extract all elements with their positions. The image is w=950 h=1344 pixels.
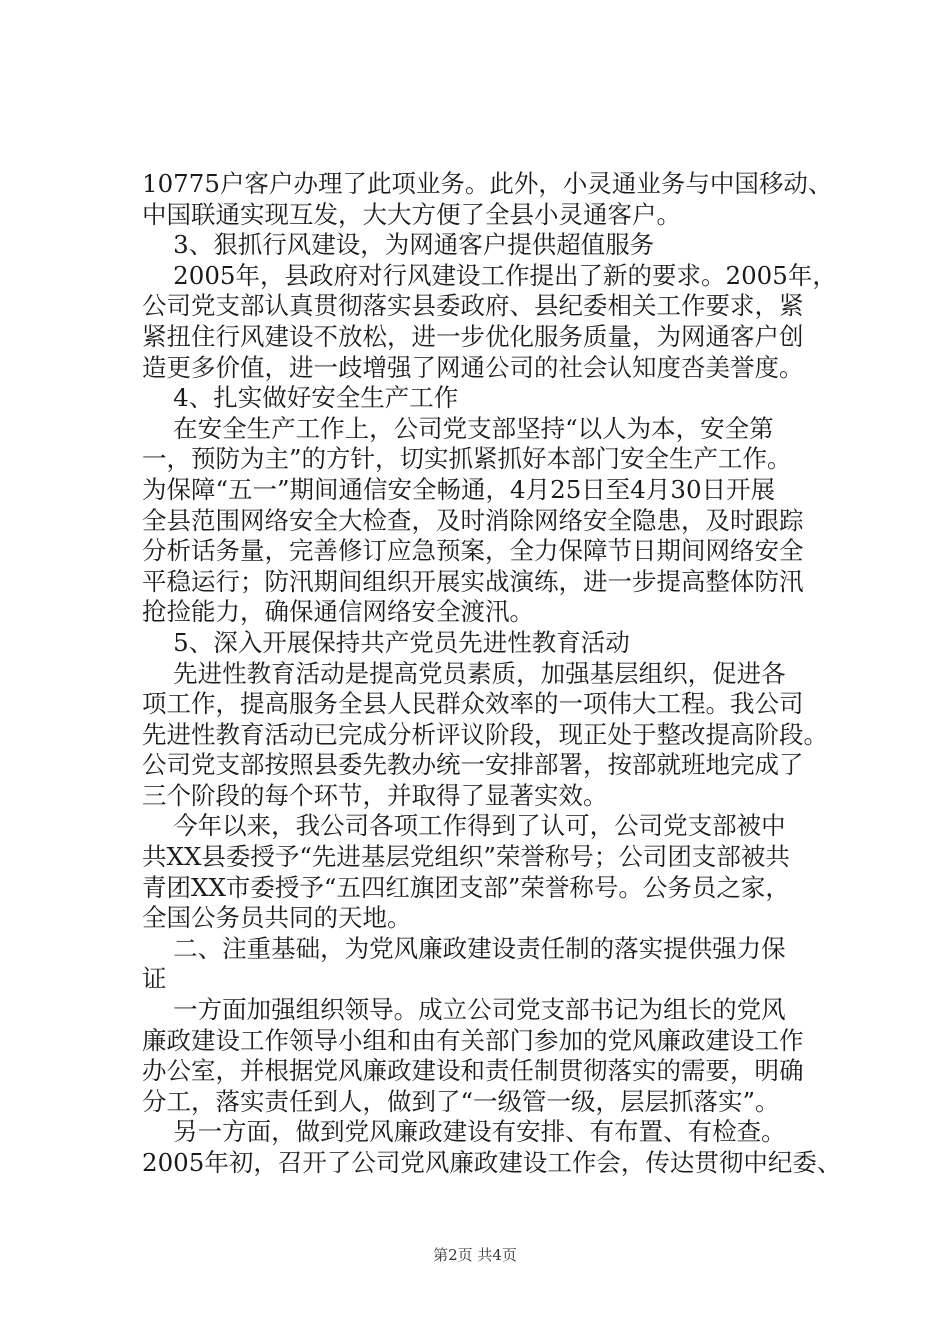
text-line: 公司党支部按照县委先教办统一安排部署，按部就班地完成了 bbox=[142, 750, 804, 780]
text-line: 共XX县委授予“先进基层党组织”荣誉称号；公司团支部被共 bbox=[142, 842, 790, 872]
text-line: 中国联通实现互发，大大方便了全县小灵通客户。 bbox=[142, 199, 681, 229]
text-line: 2005年初，召开了公司党风廉政建设工作会，传达贯彻中纪委、 bbox=[142, 1148, 842, 1177]
text-line: 项工作，提高服务全县人民群众效率的一项伟大工程。我公司 bbox=[142, 689, 804, 719]
text-line: 平稳运行；防汛期间组织开展实战演练，进一步提高整体防汛 bbox=[142, 566, 804, 596]
text-line: 紧扭住行风建设不放松，进一步优化服务质量，为网通客户创 bbox=[142, 321, 804, 351]
text-line: 为保障“五一”期间通信安全畅通，4月25日至4月30日开展 bbox=[142, 474, 776, 504]
text-line: 三个阶段的每个环节，并取得了显著实效。 bbox=[142, 780, 608, 810]
text-line: 分析话务量，完善修订应急预案，全力保障节日期间网络安全 bbox=[142, 536, 804, 566]
text-line: 证 bbox=[142, 964, 167, 994]
text-line: 另一方面，做到党风廉政建设有安排、有布置、有检查。 bbox=[142, 1117, 786, 1147]
document-body bbox=[142, 169, 870, 1179]
text-line: 10775户客户办理了此项业务。此外，小灵通业务与中国移动、 bbox=[142, 169, 833, 198]
text-line: 分工，落实责任到人，做到了“一级管一级，层层抓落实”。 bbox=[142, 1086, 780, 1116]
text-line: 5、深入开展保持共产党员先进性教育活动 bbox=[142, 627, 630, 657]
text-line: 4、扎实做好安全生产工作 bbox=[142, 383, 459, 413]
text-line: 全国公务员共同的天地。 bbox=[142, 903, 412, 933]
text-line: 在安全生产工作上，公司党支部坚持“以人为本，安全第 bbox=[142, 413, 774, 443]
text-line: 2005年，县政府对行风建设工作提出了新的要求。2005年， bbox=[142, 260, 837, 290]
text-line: 抢捡能力，确保通信网络安全渡汛。 bbox=[142, 597, 534, 627]
text-line: 3、狠抓行风建设，为网通客户提供超值服务 bbox=[142, 230, 655, 260]
text-line: 先进性教育活动已完成分析评议阶段，现正处于整改提高阶段。 bbox=[142, 719, 828, 749]
text-line: 公司党支部认真贯彻落实县委政府、县纪委相关工作要求，紧 bbox=[142, 291, 804, 321]
text-line: 一，预防为主”的方针，切实抓紧抓好本部门安全生产工作。 bbox=[142, 444, 792, 474]
text-line: 今年以来，我公司各项工作得到了认可，公司党支部被中 bbox=[142, 811, 786, 841]
text-line: 二、注重基础，为党风廉政建设责任制的落实提供强力保 bbox=[142, 933, 786, 963]
page-number-footer: 第2页 共4页 bbox=[433, 1246, 517, 1264]
text-line: 一方面加强组织领导。成立公司党支部书记为组长的党风 bbox=[142, 995, 786, 1025]
text-line: 廉政建设工作领导小组和由有关部门参加的党风廉政建设工作 bbox=[142, 1025, 804, 1055]
text-line: 造更多价值，进一歧增强了网通公司的社会认知度呇美誉度。 bbox=[142, 352, 804, 382]
text-line: 先进性教育活动是提高党员素质，加强基层组织，促进各 bbox=[142, 658, 786, 688]
text-line: 全县范围网络安全大检查，及时消除网络安全隐患，及时跟踪 bbox=[142, 505, 804, 535]
text-line: 青团XX市委授予“五四红旗团支部”荣誉称号。公务员之家， bbox=[142, 872, 790, 902]
text-line: 办公室，并根据党风廉政建设和责任制贯彻落实的需要，明确 bbox=[142, 1056, 804, 1086]
